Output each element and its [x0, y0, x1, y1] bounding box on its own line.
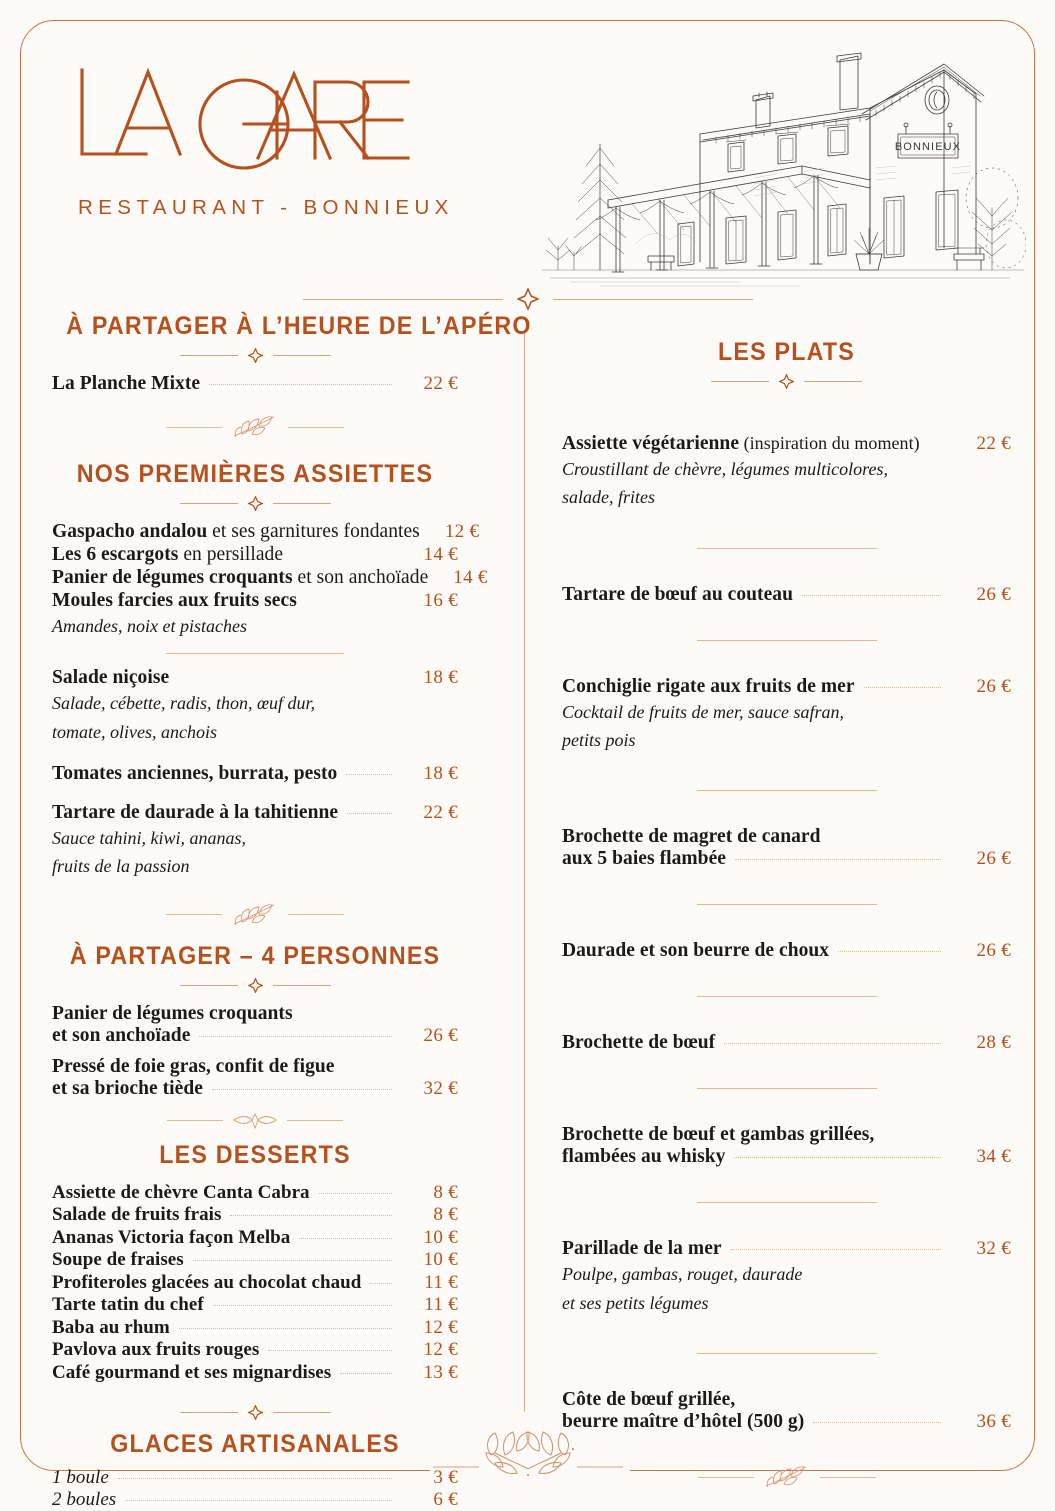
menu-item-row	[562, 1032, 1011, 1054]
menu-item-description: petits pois	[562, 730, 636, 751]
menu-item-name-line2: aux 5 baies flambée	[562, 848, 726, 870]
menu-item-row	[52, 763, 458, 785]
leader-dots	[340, 1373, 392, 1374]
divider-line	[180, 985, 238, 986]
menu-item-price: 12 €	[423, 1339, 458, 1361]
section-title-apero: À PARTAGER À L’HEURE DE L’APÉRO	[66, 312, 532, 340]
menu-item-name: Assiette de chèvre Canta Cabra	[52, 1181, 310, 1203]
leader-dots	[347, 813, 392, 814]
menu-item	[52, 1339, 458, 1361]
menu-item-price: 16 €	[423, 590, 458, 611]
menu-item-description: Croustillant de chèvre, légumes multicolores,	[562, 459, 888, 479]
menu-item-qualifier: et ses garnitures fondantes	[207, 521, 420, 542]
menu-item-description: tomate, olives, anchois	[52, 721, 217, 742]
menu-item-price: 26 €	[976, 583, 1011, 605]
menu-item	[52, 1003, 458, 1047]
divider-line	[288, 427, 344, 428]
divider-line	[287, 1120, 343, 1121]
divider-line	[167, 1120, 223, 1121]
item-separator	[697, 548, 877, 549]
section-leaf-divider	[52, 414, 458, 440]
leader-dots	[734, 1157, 941, 1158]
divider-line	[166, 914, 222, 915]
menu-item	[52, 521, 480, 543]
menu-item-qualifier: en persillade	[178, 544, 284, 565]
premieres-title-divider	[52, 496, 458, 511]
menu-item	[562, 584, 1011, 606]
menu-item-description: Amandes, noix et pistaches	[52, 616, 247, 636]
menu-item-name: Assiette végétarienne (inspiration du moment)	[562, 433, 920, 454]
leader-dots	[213, 1305, 392, 1306]
divider-line	[166, 427, 222, 428]
menu-item-description: Sauce tahini, kiwi, ananas,	[52, 828, 246, 849]
section-leaf-divider	[52, 902, 458, 928]
menu-header	[0, 0, 1055, 268]
menu-item-name-line2: et sa brioche tiède	[52, 1077, 203, 1099]
menu-item-name: Salade de fruits frais	[52, 1204, 222, 1226]
brand-tagline: RESTAURANT - BONNIEUX	[78, 196, 454, 219]
section-title-premieres-assiettes: NOS PREMIÈRES ASSIETTES	[76, 460, 434, 488]
menu-item-name: Tartare de bœuf au couteau	[562, 583, 793, 605]
menu-item	[52, 590, 458, 640]
divider-line-right	[553, 299, 753, 300]
menu-item-price: 26 €	[976, 940, 1011, 962]
divider-line	[180, 355, 238, 356]
menu-item-price: 14 €	[453, 567, 488, 588]
menu-item-qualifier: et son anchoïade	[292, 567, 429, 588]
section-title-glaces: GLACES ARTISANALES	[110, 1430, 400, 1459]
menu-item-row	[562, 940, 1011, 962]
diamond-ornament-icon	[248, 348, 263, 363]
divider-line	[288, 914, 344, 915]
item-separator	[697, 1088, 877, 1089]
diamond-ornament-icon	[517, 288, 539, 310]
leader-dots	[864, 687, 941, 688]
leader-dots	[199, 1036, 392, 1037]
station-illustration-icon	[540, 48, 1026, 288]
brand-logo	[72, 62, 492, 220]
menu-item-row	[52, 1339, 458, 1361]
menu-item-name: Salade niçoise	[52, 667, 170, 689]
menu-item-price: 18 €	[423, 763, 458, 785]
menu-item-price: 28 €	[976, 1032, 1011, 1054]
menu-item-price: 6 €	[433, 1489, 458, 1511]
menu-item	[52, 1317, 458, 1339]
item-separator	[697, 1353, 877, 1354]
menu-item-name: Panier de légumes croquants et son anchoïade	[52, 567, 429, 588]
menu-item-row	[52, 590, 458, 612]
leader-dots	[125, 1500, 392, 1501]
leader-dots	[838, 951, 941, 952]
menu-item	[52, 1056, 458, 1100]
menu-item	[52, 1204, 458, 1226]
menu-item	[562, 676, 1011, 755]
divider-line	[711, 381, 769, 382]
header-divider	[0, 288, 1055, 310]
menu-item-price: 12 €	[444, 521, 480, 542]
menu-item-description: et ses petits légumes	[562, 1292, 709, 1313]
left-column	[0, 312, 532, 1511]
menu-item	[52, 1294, 458, 1316]
leader-dots	[299, 1238, 392, 1239]
menu-item-price: 8 €	[433, 1204, 458, 1226]
menu-item-row	[562, 676, 1011, 698]
menu-item-name-line2: beurre maître d’hôtel (500 g)	[562, 1411, 805, 1433]
menu-item-row	[562, 1124, 1011, 1146]
menu-item-name: Gaspacho andalou et ses garnitures fondantes	[52, 521, 420, 542]
menu-item	[52, 373, 458, 395]
menu-item-row	[52, 1362, 458, 1384]
menu-item-row	[52, 544, 458, 566]
menu-item-price: 34 €	[976, 1146, 1011, 1168]
menu-item-row	[52, 1294, 458, 1316]
menu-item-name: Les 6 escargots en persillade	[52, 544, 284, 565]
leader-dots	[346, 774, 392, 775]
menu-item-name: Tarte tatin du chef	[52, 1294, 204, 1316]
divider-line	[273, 355, 331, 356]
menu-item-price: 22 €	[976, 433, 1011, 454]
menu-item	[562, 1124, 1011, 1168]
menu-item	[52, 1362, 458, 1384]
menu-item-name: Tomates anciennes, burrata, pesto	[52, 763, 338, 785]
menu-item	[52, 544, 458, 566]
menu-item-price: 26 €	[423, 1024, 458, 1046]
menu-item-price: 36 €	[976, 1411, 1011, 1433]
menu-item-name: 2 boules	[52, 1489, 117, 1511]
divider-line	[273, 985, 331, 986]
menu-item-row	[52, 667, 458, 689]
menu-item-name: 1 boule	[52, 1467, 109, 1489]
menu-item-row	[52, 1025, 458, 1047]
menu-item	[562, 826, 1011, 870]
menu-item-name: Brochette de bœuf	[562, 1032, 716, 1054]
menu-item-row	[52, 567, 488, 589]
menu-item-name: Ananas Victoria façon Melba	[52, 1226, 291, 1248]
menu-item-name-line1: Brochette de bœuf et gambas grillées,	[562, 1124, 875, 1146]
menu-item	[562, 433, 1011, 512]
menu-item-name: Moules farcies aux fruits secs	[52, 590, 297, 611]
menu-item-description: Poulpe, gambas, rouget, daurade	[562, 1264, 803, 1285]
menu-item-row	[52, 1272, 458, 1294]
menu-item-name: Soupe de fraises	[52, 1249, 184, 1271]
menu-item-row	[52, 1249, 458, 1271]
plats-title-divider	[562, 374, 1011, 389]
menu-item-name: Daurade et son beurre de choux	[562, 940, 830, 962]
menu-item-row	[52, 802, 458, 824]
menu-item-row	[52, 1182, 458, 1204]
menu-item-row	[52, 1489, 458, 1511]
leader-dots	[735, 859, 941, 860]
menu-item-row	[52, 1227, 458, 1249]
menu-item-row	[52, 1056, 458, 1078]
leader-dots	[212, 1089, 392, 1090]
menu-item-row	[52, 1317, 458, 1339]
menu-item-name-line2: flambées au whisky	[562, 1146, 726, 1168]
divider-line	[804, 381, 862, 382]
item-separator	[697, 790, 877, 791]
menu-item-description: Cocktail de fruits de mer, sauce safran,	[562, 701, 844, 722]
menu-item-name: Tartare de daurade à la tahitienne	[52, 802, 339, 824]
menu-item	[52, 763, 458, 785]
menu-item-name-line1: Pressé de foie gras, confit de figue	[52, 1055, 335, 1077]
menu-item-row	[562, 1146, 1011, 1168]
menu-item-price: 11 €	[424, 1294, 458, 1316]
menu-item-name: Conchiglie rigate aux fruits de mer	[562, 675, 855, 697]
menu-item-name: Parillade de la mer	[562, 1238, 722, 1260]
menu-item	[52, 1227, 458, 1249]
menu-item-price: 8 €	[433, 1181, 458, 1203]
menu-item	[52, 1272, 458, 1294]
menu-item	[52, 802, 458, 881]
leaf-sprig-ornament-icon	[228, 414, 282, 440]
menu-item-row	[52, 373, 458, 395]
menu-item	[562, 940, 1011, 962]
menu-item-qualifier: (inspiration du moment)	[739, 433, 920, 453]
menu-item	[562, 1238, 1011, 1317]
leader-dots	[724, 1043, 941, 1044]
menu-item-row	[562, 584, 1011, 606]
section-title-partager-4: À PARTAGER – 4 PERSONNES	[69, 941, 441, 970]
footer-ornament	[0, 1425, 1055, 1483]
laurel-branch-ornament-icon	[433, 1425, 623, 1483]
divider-line	[180, 503, 238, 504]
menu-item-name-line1: Brochette de magret de canard	[562, 826, 821, 848]
menu-item-row	[52, 1003, 458, 1025]
divider-line	[273, 503, 331, 504]
menu-item-row	[562, 1389, 1011, 1411]
leader-dots	[209, 384, 392, 385]
item-separator	[697, 1202, 877, 1203]
leader-dots	[230, 1215, 392, 1216]
menu-item-price: 26 €	[976, 675, 1011, 697]
menu-item	[52, 1489, 458, 1511]
divider-line	[180, 1412, 238, 1413]
menu-item-name-line2: et son anchoïade	[52, 1024, 191, 1046]
menu-item-name-line1: Panier de légumes croquants	[52, 1002, 293, 1024]
leader-dots	[370, 1283, 392, 1284]
menu-item	[562, 1032, 1011, 1054]
menu-item-price: 3 €	[433, 1467, 458, 1489]
menu-item-price: 32 €	[976, 1238, 1011, 1260]
divider-line	[273, 1412, 331, 1413]
right-column	[500, 312, 1055, 1511]
menu-item-price: 10 €	[423, 1249, 458, 1271]
leader-dots	[179, 1328, 392, 1329]
section-winged-diamond-divider	[52, 1111, 458, 1131]
menu-item-price: 13 €	[423, 1361, 458, 1383]
menu-item-row	[562, 433, 1011, 455]
menu-item-name: Profiteroles glacées au chocolat chaud	[52, 1271, 362, 1293]
svg-text:BONNIEUX: BONNIEUX	[894, 141, 962, 153]
menu-item	[52, 1182, 458, 1204]
menu-item-name: La Planche Mixte	[52, 373, 201, 394]
menu-item-description: Salade, cébette, radis, thon, œuf dur,	[52, 693, 315, 714]
leader-dots	[813, 1422, 941, 1423]
item-separator	[697, 996, 877, 997]
item-separator	[166, 653, 344, 654]
leader-dots	[802, 595, 941, 596]
divider-line-left	[303, 299, 503, 300]
diamond-ornament-icon	[248, 1405, 263, 1420]
apero-title-divider	[52, 348, 458, 363]
menu-item-row	[52, 1078, 458, 1100]
la-gare-logo-icon	[72, 62, 412, 182]
diamond-ornament-icon	[248, 978, 263, 993]
menu-item-price: 10 €	[423, 1226, 458, 1248]
menu-item-price: 11 €	[424, 1271, 458, 1293]
menu-item-name: Pavlova aux fruits rouges	[52, 1339, 260, 1361]
partager4-title-divider	[52, 978, 458, 993]
section-title-desserts: LES DESSERTS	[159, 1140, 351, 1169]
section-title-plats: LES PLATS	[717, 338, 856, 366]
menu-item-price: 12 €	[423, 1316, 458, 1338]
item-separator	[697, 904, 877, 905]
menu-item-price: 18 €	[423, 667, 458, 689]
menu-item-name-line1: Côte de bœuf grillée,	[562, 1389, 736, 1411]
menu-item-description: fruits de la passion	[52, 856, 190, 877]
item-separator	[697, 640, 877, 641]
diamond-ornament-icon	[248, 496, 263, 511]
menu-item-description: salade, frites	[562, 487, 655, 508]
menu-item-name: Baba au rhum	[52, 1316, 170, 1338]
menu-item-row	[52, 521, 480, 543]
menu-item-row	[52, 1204, 458, 1226]
menu-item-name: Café gourmand et ses mignardises	[52, 1361, 332, 1383]
menu-item-row	[562, 848, 1011, 870]
menu-item-price: 26 €	[976, 848, 1011, 870]
menu-item-price: 22 €	[423, 802, 458, 824]
leader-dots	[193, 1260, 392, 1261]
leaf-sprig-ornament-icon	[228, 902, 282, 928]
menu-item	[52, 667, 458, 746]
leader-dots	[319, 1193, 392, 1194]
leader-dots	[731, 1249, 941, 1250]
winged-diamond-ornament-icon	[229, 1111, 281, 1131]
menu-item-price: 22 €	[423, 373, 458, 394]
menu-item-row	[562, 1238, 1011, 1260]
menu-item-price: 32 €	[423, 1077, 458, 1099]
diamond-ornament-icon	[779, 374, 794, 389]
menu-item	[52, 567, 488, 589]
menu-item-row	[562, 826, 1011, 848]
glaces-divider	[52, 1405, 458, 1420]
menu-item	[52, 1249, 458, 1271]
leader-dots	[268, 1350, 392, 1351]
menu-item-price: 14 €	[423, 544, 458, 565]
